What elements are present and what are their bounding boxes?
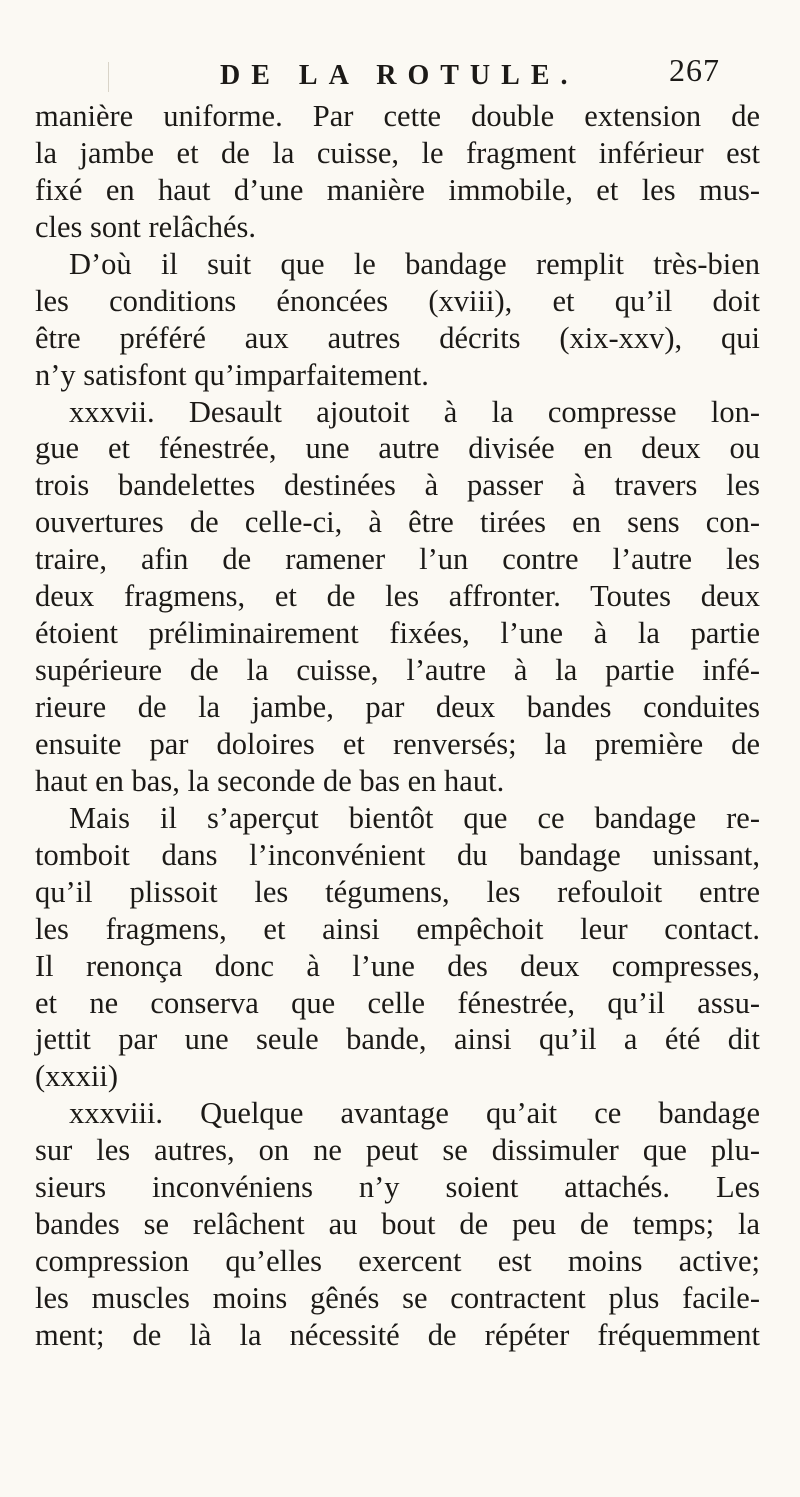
text-line: et ne conserva que celle fénestrée, qu’il assu- — [35, 985, 760, 1020]
text-line: les fragmens, et ainsi empêchoit leur contact. — [35, 911, 760, 946]
text-line: sur les autres, on ne peut se dissimuler que plu- — [35, 1133, 760, 1168]
running-head — [220, 52, 760, 102]
text-line: compression qu’elles exercent est moins active; — [35, 1244, 760, 1279]
text-line: supérieure de la cuisse, l’autre à la partie infé- — [35, 653, 760, 688]
text-line: Il renonça donc à l’une des deux compresses, — [35, 948, 760, 983]
text-line: deux fragmens, et de les affronter. Toutes deux — [35, 579, 760, 614]
text-line: trois bandelettes destinées à passer à travers les — [35, 468, 760, 503]
page-mark — [108, 62, 115, 92]
text-line: rieure de la jambe, par deux bandes conduites — [35, 690, 760, 724]
page-number: 267 — [669, 52, 720, 88]
text-line: n’y satisfont qu’imparfaitement. — [35, 357, 429, 392]
text-line: xxxvii. Desault ajoutoit à la compresse lon- — [69, 394, 760, 429]
text-line: Mais il s’aperçut bientôt que ce bandage re- — [69, 800, 760, 835]
text-line: la jambe et de la cuisse, le fragment inférieur est — [35, 135, 760, 170]
body-text — [35, 98, 760, 1354]
text-line: les conditions énoncées (xviii), et qu’il doit — [35, 283, 760, 318]
text-line: D’où il suit que le bandage remplit très-bien — [69, 246, 760, 281]
text-line: étoient préliminairement fixées, l’une à la partie — [35, 616, 760, 651]
text-line: fixé en haut d’une manière immobile, et les mus- — [35, 172, 760, 207]
text-line: sieurs inconvéniens n’y soient attachés. Les — [35, 1170, 760, 1205]
text-line: bandes se relâchent au bout de peu de temps; la — [35, 1207, 760, 1242]
running-title: DE LA ROTULE. — [220, 60, 579, 91]
text-line: haut en bas, la seconde de bas en haut. — [35, 763, 505, 798]
text-line: ensuite par doloires et renversés; la première de — [35, 726, 760, 761]
text-line: qu’il plissoit les tégumens, les refouloit entre — [35, 874, 760, 909]
text-line: être préféré aux autres décrits (xix-xxv), qui — [35, 320, 760, 355]
text-line: les muscles moins gênés se contractent plus facile- — [35, 1281, 760, 1315]
text-line: ment; de là la nécessité de répéter fréquemment — [35, 1317, 760, 1352]
text-line: ouvertures de celle-ci, à être tirées en sens con- — [35, 505, 760, 540]
text-line: cles sont relâchés. — [35, 209, 257, 244]
text-line: jettit par une seule bande, ainsi qu’il a été dit — [35, 1022, 760, 1057]
text-line: tomboit dans l’inconvénient du bandage unissant, — [35, 837, 760, 872]
text-line: (xxxii) — [35, 1059, 119, 1094]
text-line: gue et fénestrée, une autre divisée en deux ou — [35, 431, 760, 466]
text-line: traire, afin de ramener l’un contre l’autre les — [35, 542, 760, 577]
text-line: manière uniforme. Par cette double extension de — [35, 99, 760, 133]
text-line: xxxviii. Quelque avantage qu’ait ce bandage — [69, 1096, 760, 1131]
